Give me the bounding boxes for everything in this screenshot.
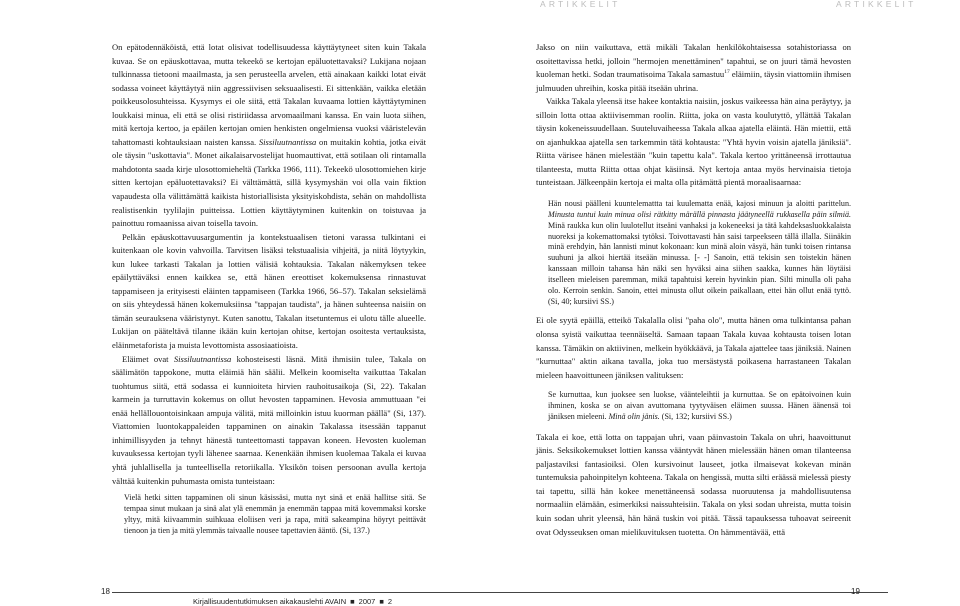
page-number-right: 19 bbox=[851, 587, 860, 596]
paragraph: Pelkän epäuskottavuusargumentin ja kontekstuaalisen tietoni varassa tulkintani ei kuitenkaan ole kovin vahvoilla. Tarvitsen lisäksi tekstuaalisia vihjeitä, ja niitä löytyykin, kun lukee tarkasti Takalan ja lottien välisiä kohtauksia. Takalan näkemyksen tekee epäilyttäväksi ennen kaikkea se, että hänen ereottiset kokemuksensa rinnastuvat tappamiseen ja erityisesti eläinten tappamiseen (Tarkka 1966, 56–57). Takalan seksielämä on siis yhteydessä hänen kokemuksiinsa "tappajan taudista", ja hänen suhteensa naisiin on tämän seurauksena vääristynyt. Kuten sanottu, Takalan itsetuntemus ei ulotu tälle alueelle. Lukijan on pääteltävä tilanne ikään kuin kertojan ohitse, kertojan osoitesta vertauksista, eläinmetaforista ja muista levottomista assosiaatioista. bbox=[112, 231, 426, 351]
block-quote: Vielä hetki sitten tappaminen oli sinun käsissäsi, mutta nyt sinä et enää hallitse sitä. Se tempaa sinut mukaan ja sinä alat ylä enemmän ja enemmän tappaa mitä kovemmaksi korske yltyy, mitä kiivaammin suihkuaa eloliisen veri ja rapa, mitä sakeampina höyryt peittävät tienoon ja tien ja mitä ylemmäs taivaalle nousee tapettavien ääntö. (Si, 137.) bbox=[124, 493, 426, 535]
footer-rule bbox=[112, 592, 888, 593]
paragraph: Ei ole syytä epäillä, etteikö Takalalla olisi "paha olo", mutta hänen oma tulkintansa pahan olonsa syistä vaikuttaa teennäiseltä. Samaan tapaan Takala kuvaa kohtausta toisen lotan kanssa. Tämäkin on aktiivinen, melkein hyökkäävä, ja Takala ajattelee taas jäniksiä. Nainen "kurnuttaa" aktin aikana tavalla, joka tuo mersästystä poikasena harrastaneen Takalan mieleen haavoittuneen jäniksen valituksen: bbox=[536, 315, 851, 380]
block-quote: Se kurnuttaa, kun juoksee sen luokse, väänteleihtii ja kurnuttaa. Se on epätoivoinen kuin ihminen, koska se on aivan avuttomana tyytyväisen eläimen suussa. Hänen äänensä toi jäniksen mieleeni. Minä olin jänis. (Si, 132; kursiivi SS.) bbox=[548, 390, 851, 421]
paragraph: Eläimet ovat Sissiluutnantissa kohosteisesti läsnä. Mitä ihmisiin tulee, Takala on säälimätön tappokone, mutta eläimiä hän säälii. Melkein koomiselta vaikuttaa Takalan tuohtumus siitä, että sodassa ei kunnioiteta hirvien rauhoitusaikoja (Si, 22). Takalan karmein ja turruttavin kokemus on ollut hevosten tappaminen. Hevosia ammuttuaan "ei enää hellällouontoisinkaan ampuja välitä, mitä milloinkin istuu kuorman päällä" (Si, 137). Viattomien luontokappaleiden tappaminen on ainakin Takalassa itsessään tappanut inhimillisyyden ja tehnyt hänestä tunteettomasti tappavan koneen. Hevosten kuoleman kuvauksessa kertojan tyyli lähenee saarnaa. Kenenkään ihmisen kuolemaa Takala ei kuvaa yhtä juhlallisella ja tunteellisella retoriikalla. Yksikön toisen persoonan avulla kertoja välttää kuitenkin puhumasta omista tunteistaan: bbox=[112, 353, 427, 486]
page-number-left: 18 bbox=[101, 587, 110, 596]
left-column bbox=[112, 41, 426, 543]
block-quote: Hän nousi päälleni kuuntelemattta tai kuulematta enää, kajosi minuun ja aloitti parittelun. Minusta tuntui kuin minua olisi rätkitty märällä pinnasta jäätyneellä rukkasella päin silmiä. Minä raukka kun olin luulotellut itseäni vanhaksi ja kokeneeksi ja tätä kahdeksasluokkalaista nuoreksi ja kokemattomaksi tytöksi. Toivottavasti hän saisi tarpeekseen tällä illalla. Siinäkin minä erehdyin, hän lannisti minut kokonaan: kun minä aloin väsyä, hän tunki toisen rintansa suuhuni ja alkoi hiertää itseään minussa. [- -] Sanoin, että tekisin sen toistekin hänen kanssaan milloin tahansa hän näki sen hyväksi aina siihen saakka, kunnes hän löytäisi itselleen mieleisen paremman, mikä tapahtuisi kerein hyvinkin pian. Silti minulla oli paha olo. Kerroin senkin. Sanoin, ettei minusta ollut oikein paikallaan, ettei hän ollut enää tyttö. (Si, 40; kursiivi SS.) bbox=[548, 199, 851, 306]
journal-title: Kirjallisuudentutkimuksen aikakauslehti AVAIN bbox=[193, 597, 347, 606]
paragraph: Takala ei koe, että lotta on tappajan uhri, vaan päinvastoin Takala on uhri, haavoittunut jänis. Seksikokemukset lottien kanssa vääntyvät hänen mielessään hänen oman tilanteensa paljastaviksi fantasioiksi. Olen kursivoinut lauseet, jotka ilmaisevat kokevan minän tuntemuksia pahoinpitelyn kohteena. Takala on hengissä, mutta silti eräässä mielessä piesty tai tapettu, sillä hän kokee menettäneensä sodassa nuoruutensa ja mahdollisuutensa normaaliin elämään, esimerkiksi naissuhteisiin. Takala on yksi sodan uhreista, mutta toisin kuin sodan uhrit yleensä, hän hänä tuskin voi pitää. Tässä tapauksessa tuhoavat seireenit ovat Odysseuksen oman mielikuvituksen tuotetta. On hämmentävää, että bbox=[536, 431, 851, 537]
journal-issue: 2 bbox=[387, 597, 393, 606]
footnote-marker[interactable]: 17 bbox=[724, 69, 730, 76]
section-header-right: ARTIKKELIT bbox=[540, 0, 621, 9]
paragraph: Jakso on niin vaikuttava, että mikäli Takalan henkilökohtaisessa sotahistoriassa on osoitettavissa hetki, jolloin "hermojen menettäminen" tapahtui, se on juuri tämä hevosten kuoleman hetki. Sodan traumatisoima Takala samastuu$^{17}$ eläimiin, täysin viattomiin ihmisen julmuuden uhreihin, koska pitää itseään uhrina. bbox=[536, 42, 851, 93]
section-header-left: ARTIKKELIT bbox=[836, 0, 917, 9]
bullet-icon: ■ bbox=[350, 597, 355, 606]
right-column bbox=[536, 41, 851, 539]
bullet-icon: ■ bbox=[379, 597, 384, 606]
paragraph: On epätodennäköistä, että lotat olisivat todellisuudessa käyttäytyneet siten kuin Takala kuvaa. Se on epäuskottavaa, mutta tekeekö se kertojan epäluotettavaksi? Lukijana nojaan tulkinnassa tietooni maailmasta, ja sen perusteella arvelen, että ainakaan kaikki lotat eivät sodassa voineet käyttäytyä niin aggressiivisen seksuaalisesti. Ei sittenkään, vaikka eletään poikkeusolosuhteissa. Kysymys ei ole siitä, että Takalan kuvaama lottien käyttäytyminen loukkaisi minua, eli että se olisi ristiriidassa arvomaailmani kanssa. En vain luota siihen, mitä kertoja kertoo, ja epäilen kertojan omien henkisten ongelmiensa vuoksi vääristelevän tahattomasti kohtauksiaan naisten kanssa. Sissiluutnantissa on muitakin kohtia, jotka eivät ole täysin "uskottavia". Monet aikalaisarvostelijat huomauttivat, että sotilaan oli rintamalla mahdotonta saada kirje ulosottomieheltä (Tarkka 1966, 111). Tekeekö ulosottomiehen kirje sitten kertojan epäluotettavaksi? Ei välttämättä, sillä kysymyshän voi olla vain fiktion vapaudesta olla välittämättä kaikista historiallisista yksityiskohdista, sehän on mahdollista realistisenkin tyylilajin puitteissa. Lottien käyttäytyminen kuitenkin on toistuvaa ja painottuu romaanissa aivan toisella tavoin. bbox=[112, 42, 427, 229]
paragraph: Vaikka Takala yleensä itse hakee kontaktia naisiin, joskus vaikeessa hän aina peräytyy, ja silloin lotta ottaa aktiivisemman roolin. Riitta, joka on vasta koulutyttö, yllättää Takalan täysin kokeneissuudellaan. Suuteluvaiheessa Takala alkaa ajatella eläintä. Hän miettii, että on ajanhukkaa ajatella sen tarkemmin tätä kohtausta: "Yhtä hyvin voisin ajatella jäniksiä". Riitta värisee hänen mielestään "kuin tapettu kala". Takala kertoo yrittäneensä irrottautua tilanteesta, mutta Riitta ottaa ohjat käsiinsä. Nyt kertoja antaa myös hervinaisia tietoja tunteistaan. Jälkeenpäin kertoja ei malta olla pitämättä pientä moraalisaarnaa: bbox=[536, 96, 851, 188]
journal-year: 2007 bbox=[358, 597, 376, 606]
